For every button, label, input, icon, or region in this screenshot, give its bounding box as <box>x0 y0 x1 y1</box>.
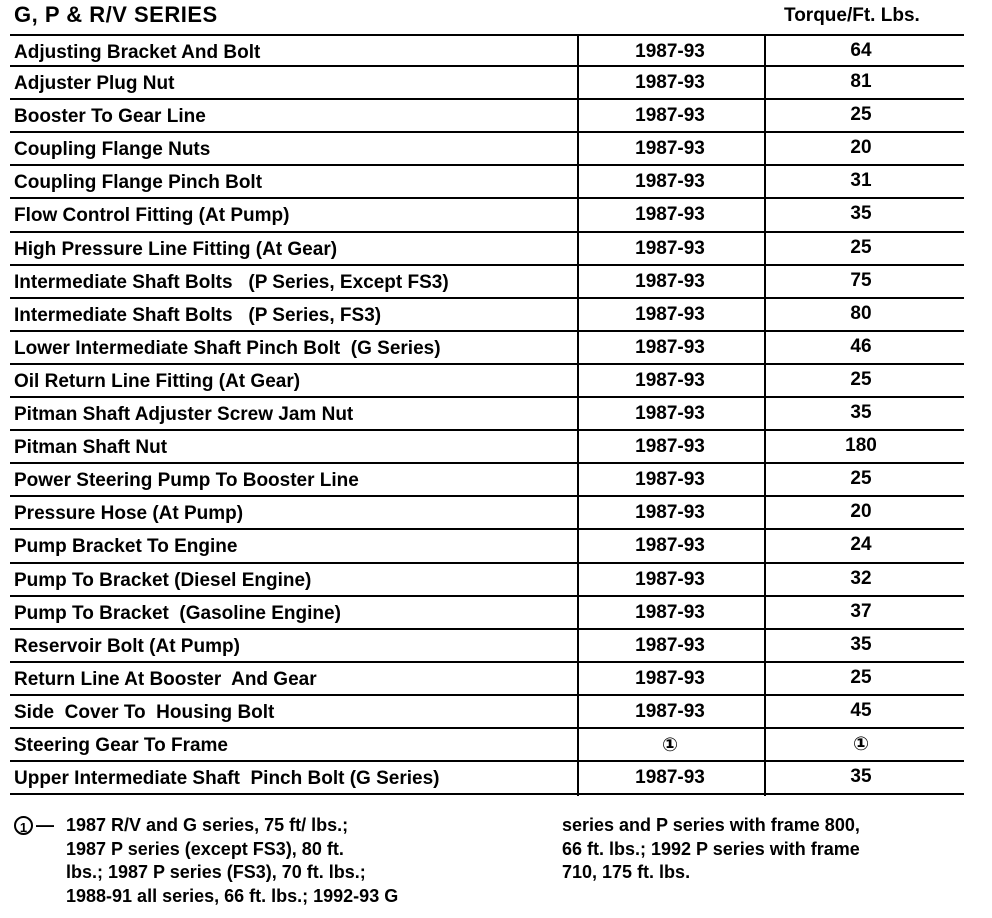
column-divider-right <box>764 34 766 796</box>
table-row <box>10 133 964 166</box>
footnote-line: lbs.; 1987 P series (FS3), 70 ft. lbs.; <box>66 862 366 882</box>
table-row <box>10 663 964 696</box>
torque-value: 35 <box>850 766 872 788</box>
model-years: 1987-93 <box>635 403 705 425</box>
model-years: 1987-93 <box>635 667 705 689</box>
table-row <box>10 530 964 563</box>
component-description: Return Line At Booster And Gear <box>14 668 317 690</box>
table-row <box>10 431 964 464</box>
footnote-line: 1987 R/V and G series, 75 ft/ lbs.; <box>66 815 349 835</box>
component-description: Coupling Flange Nuts <box>14 139 211 161</box>
model-years: 1987-93 <box>635 105 705 127</box>
torque-value: 35 <box>850 402 872 424</box>
table-row <box>10 365 964 398</box>
model-years: 1987-93 <box>635 535 705 557</box>
model-years: 1987-93 <box>635 436 705 458</box>
component-description: Adjusting Bracket And Bolt <box>14 42 261 63</box>
torque-value: 25 <box>850 368 872 390</box>
model-years: ① <box>661 734 679 756</box>
model-years: 1987-93 <box>635 138 705 160</box>
footnote-right-column <box>562 814 962 885</box>
table-row <box>10 100 964 133</box>
component-description: Pump To Bracket (Diesel Engine) <box>14 569 312 591</box>
torque-value: 180 <box>845 435 877 457</box>
torque-value: 25 <box>850 104 872 126</box>
model-years: 1987-93 <box>635 237 705 259</box>
component-description: High Pressure Line Fitting (At Gear) <box>14 238 338 260</box>
model-years: 1987-93 <box>635 568 705 590</box>
component-description: Lower Intermediate Shaft Pinch Bolt (G Series) <box>14 337 441 359</box>
table-row <box>10 299 964 332</box>
component-description: Power Steering Pump To Booster Line <box>14 470 359 492</box>
table-row <box>10 630 964 663</box>
torque-value: 80 <box>850 302 872 324</box>
torque-value: 24 <box>850 534 872 556</box>
table-row <box>10 729 964 762</box>
component-description: Pump Bracket To Engine <box>14 536 238 558</box>
component-description: Adjuster Plug Nut <box>14 73 175 95</box>
footnote-marker: 1 <box>14 816 33 835</box>
torque-value: 46 <box>850 335 872 357</box>
model-years: 1987-93 <box>635 41 705 62</box>
torque-value: 81 <box>850 71 872 93</box>
table-row <box>10 166 964 199</box>
table-row <box>10 762 964 795</box>
model-years: 1987-93 <box>635 72 705 94</box>
model-years: 1987-93 <box>635 270 705 292</box>
component-description: Pitman Shaft Adjuster Screw Jam Nut <box>14 404 354 426</box>
table-row <box>10 67 964 100</box>
table-row <box>10 199 964 232</box>
component-description: Coupling Flange Pinch Bolt <box>14 172 263 194</box>
model-years: 1987-93 <box>635 502 705 524</box>
model-years: 1987-93 <box>635 634 705 656</box>
torque-value: 25 <box>850 236 872 258</box>
table-row <box>10 696 964 729</box>
model-years: 1987-93 <box>635 469 705 491</box>
torque-value: 25 <box>850 468 872 490</box>
torque-value: 45 <box>850 699 872 721</box>
table-row <box>10 564 964 597</box>
component-description: Oil Return Line Fitting (At Gear) <box>14 370 301 392</box>
footnote-line: 1987 P series (except FS3), 80 ft. <box>66 838 344 859</box>
model-years: 1987-93 <box>635 369 705 391</box>
torque-value: 20 <box>850 501 872 523</box>
model-years: 1987-93 <box>635 303 705 325</box>
torque-value: 35 <box>850 633 872 655</box>
model-years: 1987-93 <box>635 171 705 193</box>
footnote-line: 66 ft. lbs.; 1992 P series with frame <box>562 838 860 859</box>
component-description: Upper Intermediate Shaft Pinch Bolt (G Series) <box>14 768 440 790</box>
table-row <box>10 332 964 365</box>
table-row <box>10 233 964 266</box>
torque-value: 20 <box>850 137 872 159</box>
torque-value: 25 <box>850 666 872 688</box>
footnote-line: 1988-91 all series, 66 ft. lbs.; 1992-93 G <box>66 885 399 906</box>
component-description: Pump To Bracket (Gasoline Engine) <box>14 602 341 624</box>
torque-value: 35 <box>850 203 872 225</box>
model-years: 1987-93 <box>635 767 705 789</box>
component-description: Reservoir Bolt (At Pump) <box>14 635 240 657</box>
component-description: Intermediate Shaft Bolts (P Series, Except FS3) <box>14 271 449 293</box>
footnote-line: series and P series with frame 800, <box>562 815 860 835</box>
footnote-dash: — <box>36 815 54 835</box>
torque-value: ① <box>852 733 870 755</box>
table-row <box>10 497 964 530</box>
torque-value: 32 <box>850 567 872 589</box>
footnote-line: 710, 175 ft. lbs. <box>562 862 691 882</box>
torque-column-heading: Torque/Ft. Lbs. <box>784 5 920 26</box>
torque-value: 75 <box>850 269 872 291</box>
torque-value: 64 <box>850 40 872 61</box>
torque-spec-table <box>10 34 964 795</box>
torque-value: 37 <box>850 600 872 622</box>
footnote-left-column <box>14 814 544 908</box>
table-title: G, P & R/V SERIES <box>14 2 218 27</box>
model-years: 1987-93 <box>635 700 705 722</box>
column-divider-left <box>577 34 579 796</box>
component-description: Pitman Shaft Nut <box>14 437 168 459</box>
component-description: Steering Gear To Frame <box>14 734 228 756</box>
component-description: Side Cover To Housing Bolt <box>14 701 275 723</box>
table-row <box>10 34 964 67</box>
component-description: Intermediate Shaft Bolts (P Series, FS3) <box>14 304 382 326</box>
model-years: 1987-93 <box>635 336 705 358</box>
model-years: 1987-93 <box>635 601 705 623</box>
table-row <box>10 597 964 630</box>
model-years: 1987-93 <box>635 204 705 226</box>
torque-value: 31 <box>850 170 872 192</box>
component-description: Booster To Gear Line <box>14 106 206 128</box>
table-row <box>10 398 964 431</box>
table-row <box>10 464 964 497</box>
component-description: Pressure Hose (At Pump) <box>14 503 244 525</box>
table-row <box>10 266 964 299</box>
component-description: Flow Control Fitting (At Pump) <box>14 205 290 227</box>
